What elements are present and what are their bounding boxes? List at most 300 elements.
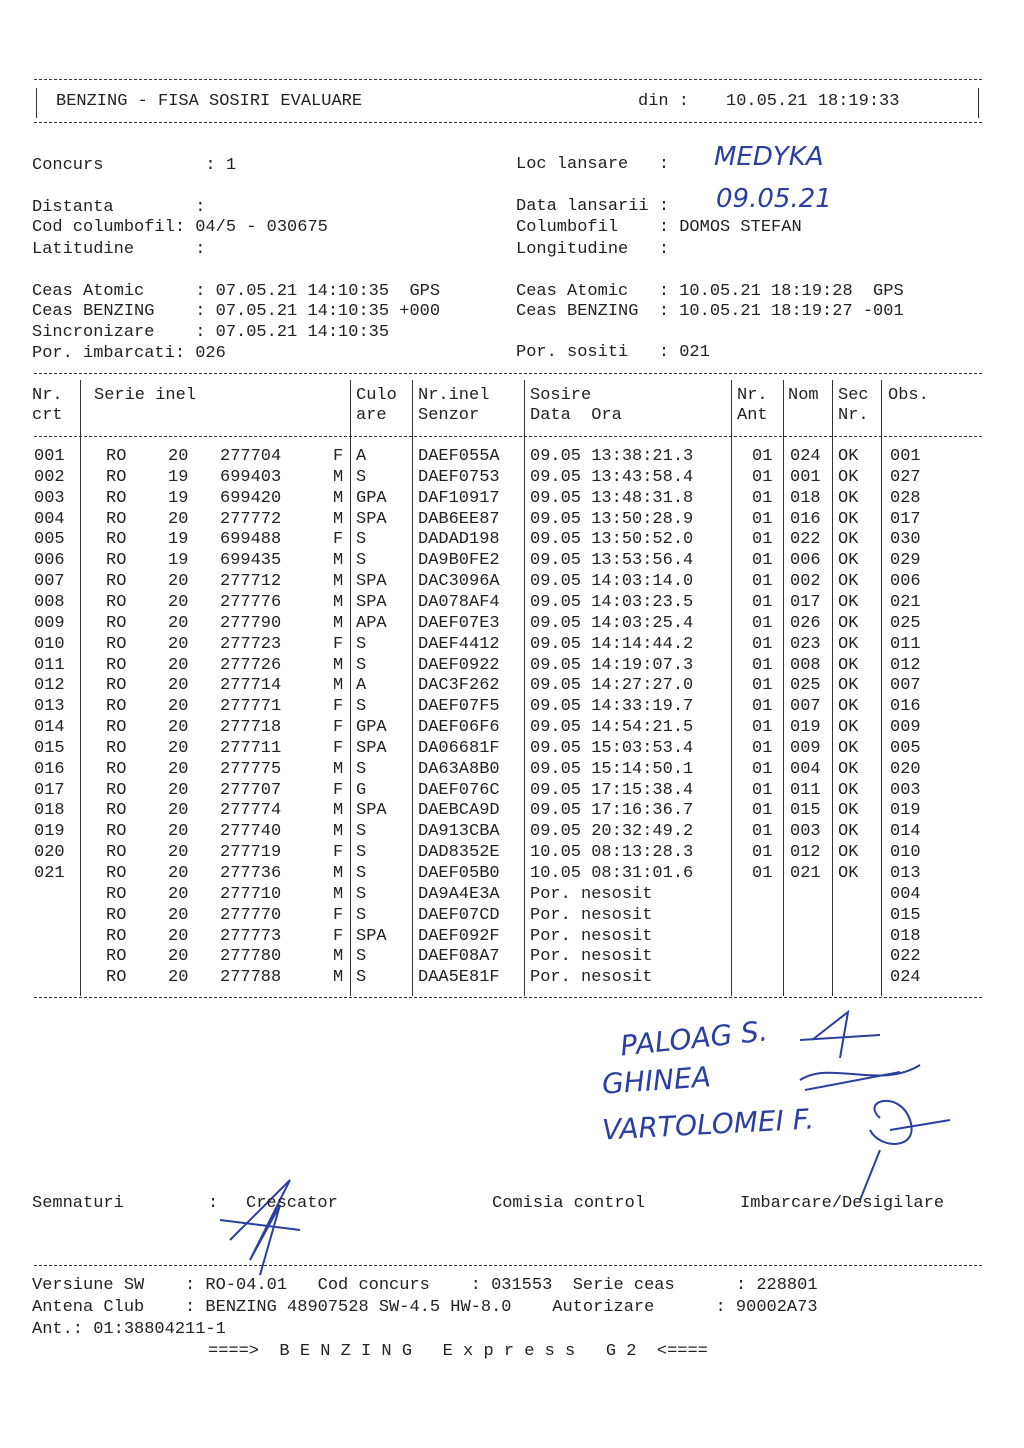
obs-cell: 027 — [890, 467, 921, 487]
color-cell: SPA — [356, 926, 387, 946]
nr-cell: 014 — [34, 718, 65, 738]
obs-cell: 018 — [890, 926, 921, 946]
sensor-cell: DAEF07F5 — [418, 697, 500, 717]
ring-number-cell: 699420 — [220, 488, 282, 508]
ant-cell: 01 — [752, 634, 773, 654]
sensor-cell: DAEF05B0 — [418, 864, 500, 883]
sec-cell: OK — [838, 697, 859, 717]
year-cell: 19 — [168, 530, 189, 550]
obs-cell: 014 — [890, 822, 921, 842]
ring-number-cell: 277707 — [220, 780, 282, 800]
sensor-cell: DA06681F — [418, 738, 500, 758]
sensor-cell: DA63A8B0 — [418, 759, 500, 779]
sex-cell: M — [333, 655, 344, 675]
sensor-cell: DAEBCA9D — [418, 801, 500, 821]
ant-cell: 01 — [752, 509, 773, 529]
ring-number-cell: 277773 — [220, 926, 282, 946]
year-cell: 20 — [168, 655, 189, 675]
nr-cell: 007 — [34, 572, 65, 592]
data-lansarii-handwritten: 09.05.21 — [716, 184, 832, 214]
obs-cell: 001 — [890, 447, 921, 466]
sex-cell: M — [333, 801, 344, 821]
arrival-cell: 09.05 13:48:31.8 — [530, 488, 694, 508]
country-cell: RO — [106, 801, 127, 821]
color-cell: S — [356, 864, 367, 883]
country-cell: RO — [106, 488, 127, 508]
sensor-cell: DAEF07CD — [418, 905, 500, 925]
sensor-cell: DAEF4412 — [418, 634, 500, 654]
year-cell: 20 — [168, 926, 189, 946]
sex-cell: M — [333, 592, 344, 612]
loc-lansare-label: Loc lansare : — [516, 155, 670, 174]
sensor-cell: DA913CBA — [418, 822, 500, 842]
ring-number-cell: 277788 — [220, 968, 282, 988]
country-cell: RO — [106, 759, 127, 779]
nom-cell: 006 — [790, 551, 821, 571]
sensor-cell: DAD8352E — [418, 843, 500, 863]
obs-cell: 011 — [890, 634, 921, 654]
semnaturi-colon: : — [208, 1194, 219, 1213]
ant-cell: 01 — [752, 738, 773, 758]
obs-cell: 013 — [890, 864, 921, 883]
sex-cell: M — [333, 864, 344, 883]
ant-cell: 01 — [752, 864, 773, 883]
sensor-cell: DAC3096A — [418, 572, 500, 592]
sec-cell: OK — [838, 572, 859, 592]
obs-cell: 019 — [890, 801, 921, 821]
ring-number-cell: 277774 — [220, 801, 282, 821]
sex-cell: M — [333, 613, 344, 633]
color-cell: SPA — [356, 572, 387, 592]
arrival-cell: 09.05 13:50:28.9 — [530, 509, 694, 529]
country-cell: RO — [106, 843, 127, 863]
arrival-cell: 09.05 13:53:56.4 — [530, 551, 694, 571]
crescator-label: Crescator — [246, 1194, 338, 1213]
nr-cell: 004 — [34, 509, 65, 529]
sex-cell: F — [333, 843, 344, 863]
ant-cell: 01 — [752, 759, 773, 779]
year-cell: 20 — [168, 634, 189, 654]
por-sositi-line: Por. sositi : 021 — [516, 343, 710, 362]
sec-cell: OK — [838, 718, 859, 738]
country-cell: RO — [106, 968, 127, 988]
nr-cell: 011 — [34, 655, 65, 675]
obs-cell: 020 — [890, 759, 921, 779]
arrival-cell: 09.05 13:38:21.3 — [530, 447, 694, 466]
sensor-cell: DAEF076C — [418, 780, 500, 800]
year-cell: 20 — [168, 822, 189, 842]
sensor-cell: DAB6EE87 — [418, 509, 500, 529]
color-cell: SPA — [356, 801, 387, 821]
year-cell: 20 — [168, 968, 189, 988]
report-title: BENZING - FISA SOSIRI EVALUARE — [56, 92, 363, 111]
imbarcare-desigilare-label: Imbarcare/Desigilare — [740, 1194, 945, 1213]
color-cell: S — [356, 905, 367, 925]
year-cell: 20 — [168, 592, 189, 612]
color-cell: G — [356, 780, 367, 800]
loc-lansare-handwritten: MEDYKA — [714, 142, 824, 172]
arrival-cell: 09.05 13:43:58.4 — [530, 467, 694, 487]
sex-cell: M — [333, 509, 344, 529]
country-cell: RO — [106, 926, 127, 946]
sensor-cell: DAEF06F6 — [418, 718, 500, 738]
year-cell: 20 — [168, 718, 189, 738]
sex-cell: F — [333, 718, 344, 738]
sex-cell: M — [333, 884, 344, 904]
obs-cell: 015 — [890, 905, 921, 925]
sec-cell: OK — [838, 780, 859, 800]
footer-top-rule — [34, 1265, 982, 1266]
ant-cell: 01 — [752, 613, 773, 633]
col-sosire-header: Sosire — [530, 386, 592, 405]
nom-cell: 004 — [790, 759, 821, 779]
nr-cell: 002 — [34, 467, 65, 487]
ring-number-cell: 277740 — [220, 822, 282, 842]
nr-cell: 021 — [34, 864, 65, 883]
country-cell: RO — [106, 551, 127, 571]
country-cell: RO — [106, 655, 127, 675]
obs-cell: 006 — [890, 572, 921, 592]
sec-cell: OK — [838, 634, 859, 654]
longitudine-line: Longitudine : — [516, 240, 670, 259]
country-cell: RO — [106, 676, 127, 696]
columbofil-line: Columbofil : DOMOS STEFAN — [516, 218, 802, 237]
ring-number-cell: 277723 — [220, 634, 282, 654]
obs-cell: 004 — [890, 884, 921, 904]
nr-cell: 013 — [34, 697, 65, 717]
color-cell: S — [356, 655, 367, 675]
signature-scribble-1 — [800, 1012, 880, 1058]
din-label: din : — [638, 92, 690, 111]
ring-number-cell: 277771 — [220, 697, 282, 717]
year-cell: 20 — [168, 884, 189, 904]
ant-cell: 01 — [752, 655, 773, 675]
color-cell: GPA — [356, 718, 387, 738]
obs-cell: 007 — [890, 676, 921, 696]
year-cell: 20 — [168, 759, 189, 779]
sec-cell: OK — [838, 801, 859, 821]
distanta-line: Distanta : — [32, 198, 206, 217]
footer-ant-line: Ant.: 01:38804211-1 — [32, 1320, 226, 1339]
col-ant-header: Nr. — [737, 386, 768, 405]
color-cell: GPA — [356, 488, 387, 508]
nr-cell: 003 — [34, 488, 65, 508]
ant-cell: 01 — [752, 488, 773, 508]
nr-cell: 015 — [34, 738, 65, 758]
obs-cell: 024 — [890, 968, 921, 988]
color-cell: SPA — [356, 509, 387, 529]
nom-cell: 015 — [790, 801, 821, 821]
nom-cell: 012 — [790, 843, 821, 863]
nom-cell: 001 — [790, 467, 821, 487]
country-cell: RO — [106, 884, 127, 904]
ant-cell: 01 — [752, 843, 773, 863]
col-obs-header: Obs. — [888, 386, 929, 405]
year-cell: 20 — [168, 613, 189, 633]
sensor-cell: DAEF0922 — [418, 655, 500, 675]
ant-cell: 01 — [752, 801, 773, 821]
arrival-cell: 09.05 14:33:19.7 — [530, 697, 694, 717]
sex-cell: M — [333, 467, 344, 487]
ant-cell: 01 — [752, 572, 773, 592]
arrival-cell: 09.05 14:54:21.5 — [530, 718, 694, 738]
sec-cell: OK — [838, 676, 859, 696]
obs-cell: 009 — [890, 718, 921, 738]
ceas-benzing-end: Ceas BENZING : 10.05.21 18:19:27 -001 — [516, 302, 904, 321]
country-cell: RO — [106, 634, 127, 654]
sensor-cell: DAEF07E3 — [418, 613, 500, 633]
sec-cell: OK — [838, 551, 859, 571]
sex-cell: M — [333, 488, 344, 508]
color-cell: S — [356, 947, 367, 967]
sex-cell: M — [333, 822, 344, 842]
country-cell: RO — [106, 822, 127, 842]
sec-cell: OK — [838, 822, 859, 842]
year-cell: 20 — [168, 697, 189, 717]
year-cell: 19 — [168, 467, 189, 487]
sex-cell: M — [333, 551, 344, 571]
country-cell: RO — [106, 905, 127, 925]
sensor-cell: DAEF0753 — [418, 467, 500, 487]
country-cell: RO — [106, 467, 127, 487]
nom-cell: 026 — [790, 613, 821, 633]
obs-cell: 010 — [890, 843, 921, 863]
data-lansarii-label: Data lansarii : — [516, 197, 670, 216]
col-nom-header: Nom — [788, 386, 819, 405]
col-sec-header: Sec — [838, 386, 869, 405]
sec-cell: OK — [838, 843, 859, 863]
year-cell: 20 — [168, 801, 189, 821]
ring-number-cell: 277772 — [220, 509, 282, 529]
footer-version-line: Versiune SW : RO-04.01 Cod concurs : 031553 Serie ceas : 228801 — [32, 1276, 818, 1295]
country-cell: RO — [106, 509, 127, 529]
color-cell: S — [356, 843, 367, 863]
color-cell: A — [356, 447, 367, 466]
country-cell: RO — [106, 697, 127, 717]
semnaturi-label: Semnaturi — [32, 1194, 124, 1213]
ceas-benzing-start: Ceas BENZING : 07.05.21 14:10:35 +000 — [32, 302, 441, 321]
obs-cell: 028 — [890, 488, 921, 508]
nom-cell: 002 — [790, 572, 821, 592]
obs-cell: 021 — [890, 592, 921, 612]
color-cell: S — [356, 467, 367, 487]
arrival-cell: Por. nesosit — [530, 884, 653, 904]
sex-cell: M — [333, 947, 344, 967]
sec-cell: OK — [838, 467, 859, 487]
nom-cell: 011 — [790, 780, 821, 800]
ring-number-cell: 699403 — [220, 467, 282, 487]
nom-cell: 019 — [790, 718, 821, 738]
year-cell: 20 — [168, 447, 189, 466]
sex-cell: M — [333, 759, 344, 779]
obs-cell: 022 — [890, 947, 921, 967]
country-cell: RO — [106, 572, 127, 592]
nr-cell: 020 — [34, 843, 65, 863]
sex-cell: F — [333, 697, 344, 717]
nr-cell: 006 — [34, 551, 65, 571]
year-cell: 20 — [168, 572, 189, 592]
color-cell: S — [356, 968, 367, 988]
col-serie-header: Serie inel — [94, 386, 197, 405]
col-ant-header-2: Ant — [737, 406, 768, 425]
nom-cell: 017 — [790, 592, 821, 612]
ant-cell: 01 — [752, 551, 773, 571]
year-cell: 20 — [168, 738, 189, 758]
nr-cell: 009 — [34, 613, 65, 633]
ring-number-cell: 277719 — [220, 843, 282, 863]
sec-cell: OK — [838, 864, 859, 883]
color-cell: A — [356, 676, 367, 696]
arrival-cell: 10.05 08:31:01.6 — [530, 864, 694, 883]
ring-number-cell: 277710 — [220, 884, 282, 904]
nr-cell: 010 — [34, 634, 65, 654]
year-cell: 20 — [168, 780, 189, 800]
nom-cell: 008 — [790, 655, 821, 675]
sec-cell: OK — [838, 738, 859, 758]
signature-paloag: PALOAG S. — [618, 1014, 770, 1063]
ant-cell: 01 — [752, 676, 773, 696]
sex-cell: F — [333, 530, 344, 550]
arrival-cell: Por. nesosit — [530, 968, 653, 988]
col-data-ora-header: Data Ora — [530, 406, 622, 425]
ant-cell: 01 — [752, 467, 773, 487]
country-cell: RO — [106, 592, 127, 612]
color-cell: S — [356, 551, 367, 571]
ring-number-cell: 277770 — [220, 905, 282, 925]
color-cell: S — [356, 634, 367, 654]
sensor-cell: DAEF055A — [418, 447, 500, 466]
obs-cell: 030 — [890, 530, 921, 550]
nom-cell: 023 — [790, 634, 821, 654]
year-cell: 20 — [168, 676, 189, 696]
obs-cell: 029 — [890, 551, 921, 571]
color-cell: S — [356, 759, 367, 779]
ant-cell: 01 — [752, 592, 773, 612]
ring-number-cell: 277736 — [220, 864, 282, 883]
ring-number-cell: 277718 — [220, 718, 282, 738]
year-cell: 20 — [168, 843, 189, 863]
nr-cell: 016 — [34, 759, 65, 779]
ring-number-cell: 277712 — [220, 572, 282, 592]
country-cell: RO — [106, 738, 127, 758]
sex-cell: F — [333, 926, 344, 946]
nr-cell: 008 — [34, 592, 65, 612]
color-cell: S — [356, 530, 367, 550]
country-cell: RO — [106, 947, 127, 967]
sensor-cell: DAC3F262 — [418, 676, 500, 696]
report-timestamp: 10.05.21 18:19:33 — [726, 92, 900, 111]
ring-number-cell: 699435 — [220, 551, 282, 571]
color-cell: S — [356, 822, 367, 842]
color-cell: SPA — [356, 738, 387, 758]
footer-brand-line: ====> B E N Z I N G E x p r e s s G 2 <==== — [208, 1342, 708, 1361]
ant-cell: 01 — [752, 822, 773, 842]
ring-number-cell: 277711 — [220, 738, 282, 758]
sensor-cell: DA078AF4 — [418, 592, 500, 612]
sec-cell: OK — [838, 488, 859, 508]
arrival-cell: 09.05 14:03:23.5 — [530, 592, 694, 612]
sex-cell: F — [333, 738, 344, 758]
cod-columbofil-line: Cod columbofil: 04/5 - 030675 — [32, 218, 328, 237]
ant-cell: 01 — [752, 530, 773, 550]
obs-cell: 003 — [890, 780, 921, 800]
sex-cell: F — [333, 780, 344, 800]
sensor-cell: DA9A4E3A — [418, 884, 500, 904]
ant-cell: 01 — [752, 780, 773, 800]
year-cell: 20 — [168, 509, 189, 529]
obs-cell: 017 — [890, 509, 921, 529]
sec-cell: OK — [838, 447, 859, 466]
ant-cell: 01 — [752, 697, 773, 717]
obs-cell: 012 — [890, 655, 921, 675]
arrival-cell: 09.05 17:16:36.7 — [530, 801, 694, 821]
arrival-cell: 09.05 14:03:14.0 — [530, 572, 694, 592]
signature-vartolomei: VARTOLOMEI F. — [601, 1102, 815, 1147]
obs-cell: 025 — [890, 613, 921, 633]
sec-cell: OK — [838, 613, 859, 633]
color-cell: S — [356, 884, 367, 904]
nom-cell: 021 — [790, 864, 821, 883]
year-cell: 19 — [168, 551, 189, 571]
color-cell: S — [356, 697, 367, 717]
sex-cell: F — [333, 447, 344, 466]
nr-cell: 012 — [34, 676, 65, 696]
sensor-cell: DADAD198 — [418, 530, 500, 550]
nr-cell: 017 — [34, 780, 65, 800]
ring-number-cell: 277704 — [220, 447, 282, 466]
por-imbarcati-line: Por. imbarcati: 026 — [32, 344, 226, 363]
arrival-cell: 09.05 14:03:25.4 — [530, 613, 694, 633]
arrival-cell: 09.05 13:50:52.0 — [530, 530, 694, 550]
arrival-cell: Por. nesosit — [530, 926, 653, 946]
country-cell: RO — [106, 864, 127, 883]
sex-cell: M — [333, 572, 344, 592]
sensor-cell: DAEF092F — [418, 926, 500, 946]
color-cell: APA — [356, 613, 387, 633]
col-nr-header: Nr. — [32, 386, 63, 405]
nr-cell: 019 — [34, 822, 65, 842]
signature-scribble-3 — [860, 1101, 950, 1200]
latitudine-line: Latitudine : — [32, 240, 206, 259]
country-cell: RO — [106, 613, 127, 633]
nom-cell: 022 — [790, 530, 821, 550]
country-cell: RO — [106, 447, 127, 466]
arrival-cell: 09.05 14:27:27.0 — [530, 676, 694, 696]
sensor-cell: DAA5E81F — [418, 968, 500, 988]
year-cell: 20 — [168, 864, 189, 883]
sensor-cell: DAEF08A7 — [418, 947, 500, 967]
year-cell: 20 — [168, 905, 189, 925]
sec-cell: OK — [838, 509, 859, 529]
signature-scribble-2 — [800, 1065, 920, 1090]
ant-cell: 01 — [752, 447, 773, 466]
sec-cell: OK — [838, 759, 859, 779]
nom-cell: 003 — [790, 822, 821, 842]
arrival-cell: 10.05 08:13:28.3 — [530, 843, 694, 863]
sensor-cell: DA9B0FE2 — [418, 551, 500, 571]
country-cell: RO — [106, 530, 127, 550]
ring-number-cell: 699488 — [220, 530, 282, 550]
ring-number-cell: 277726 — [220, 655, 282, 675]
nom-cell: 009 — [790, 738, 821, 758]
arrival-cell: 09.05 15:03:53.4 — [530, 738, 694, 758]
ant-cell: 01 — [752, 718, 773, 738]
ring-number-cell: 277790 — [220, 613, 282, 633]
signature-ghinea: GHINEA — [600, 1060, 712, 1101]
sec-cell: OK — [838, 592, 859, 612]
sec-cell: OK — [838, 530, 859, 550]
nr-cell: 018 — [34, 801, 65, 821]
